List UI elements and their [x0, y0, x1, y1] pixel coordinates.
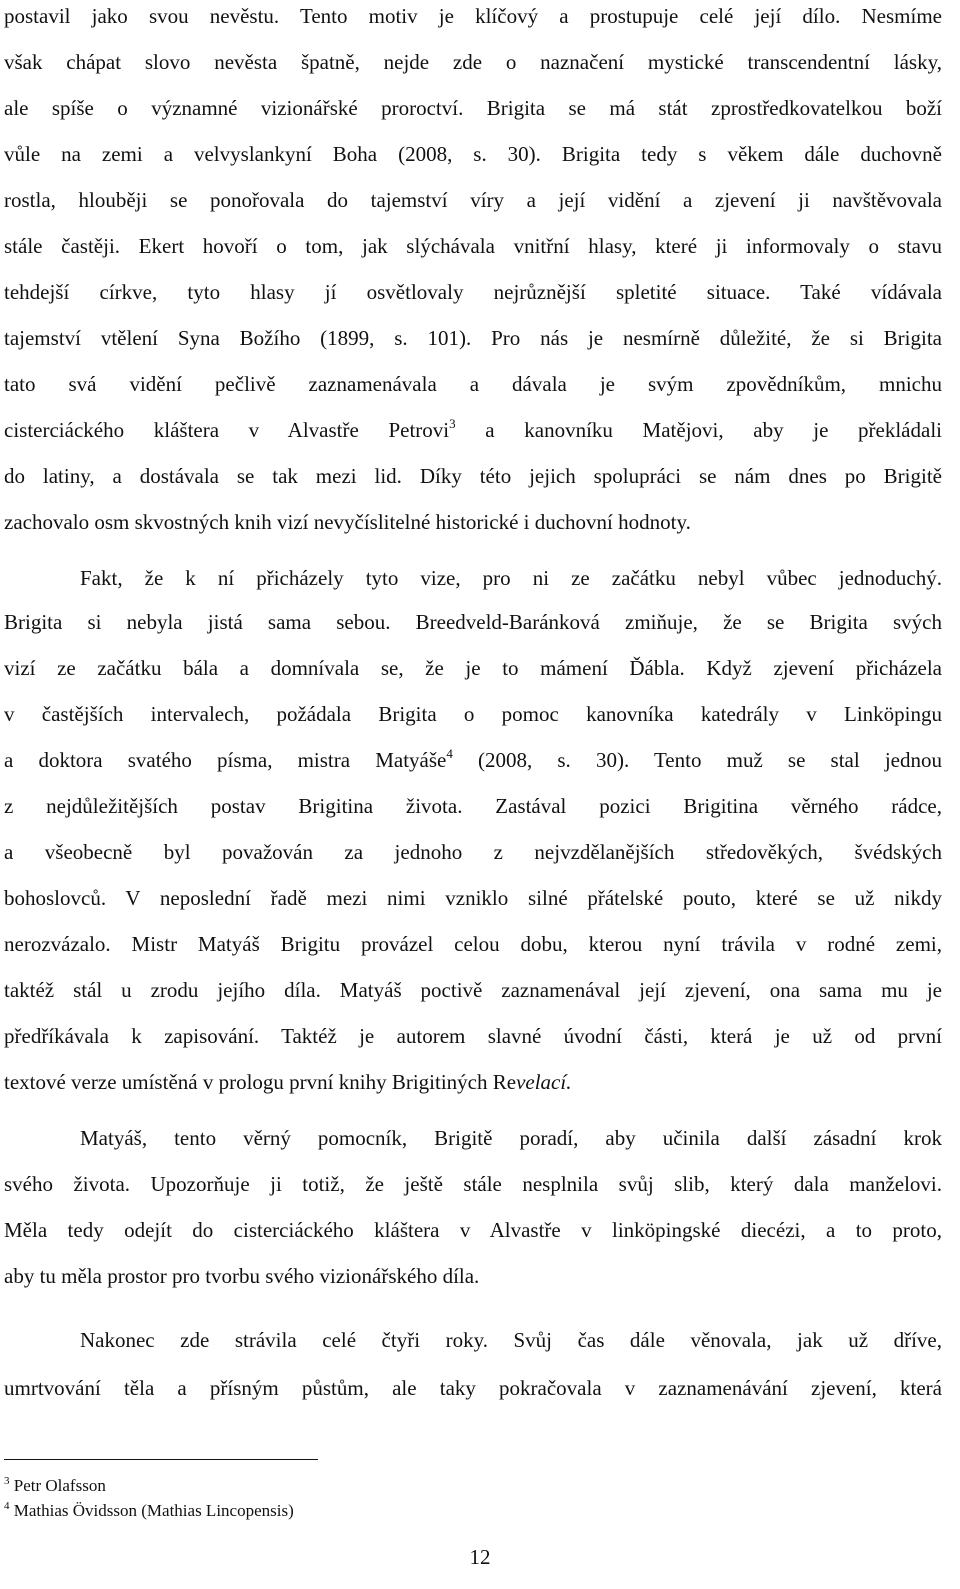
text-line: nerozvázalo. Mistr Matyáš Brigitu provázel celou dobu, kterou nyní trávila v rodné zemi, [4, 932, 942, 956]
text-segment: a kanovníku Matějovi, aby je překládali [485, 418, 942, 442]
text-line [4, 1068, 942, 1096]
page-number: 12 [469, 1545, 491, 1569]
text-line [4, 746, 942, 774]
text-line: svého života. Upozorňuje ji totiž, že ještě stále nesplnila svůj slib, který dala manželovi. [4, 1172, 942, 1196]
italic-text-segment: velací. [516, 1070, 572, 1094]
footnote [4, 1475, 106, 1497]
text-line: tajemství vtělení Syna Božího (1899, s. 101). Pro nás je nesmírně důležité, že si Brigita [4, 326, 942, 350]
footnote-separator [4, 1459, 318, 1460]
text-line: umrtvování těla a přísným půstům, ale taky pokračovala v zaznamenávání zjevení, která [4, 1376, 942, 1400]
text-line: rostla, hlouběji se ponořovala do tajemství víry a její vidění a zjevení ji navštěvovala [4, 188, 942, 212]
text-line: tato svá vidění pečlivě zaznamenávala a dávala je svým zpovědníkům, mnichu [4, 372, 942, 396]
text-line [4, 416, 942, 444]
footnote-text: Mathias Övidsson (Mathias Lincopensis) [13, 1501, 294, 1520]
text-line: taktéž stál u zrodu jejího díla. Matyáš poctivě zaznamenával její zjevení, ona sama mu je [4, 978, 942, 1002]
footnote [4, 1500, 294, 1522]
text-line: však chápat slovo nevěsta špatně, nejde zde o naznačení mystické transcendentní lásky, [4, 50, 942, 74]
text-line: stále častěji. Ekert hovoří o tom, jak slýchávala vnitřní hlasy, které ji informovaly o stavu [4, 234, 942, 258]
text-line: vůle na zemi a velvyslankyní Boha (2008, s. 30). Brigita tedy s věkem dále duchovně [4, 142, 942, 166]
footnote-ref: 4 [446, 746, 453, 761]
text-segment: (2008, s. 30). Tento muž se stal jednou [478, 748, 942, 772]
text-line: z nejdůležitějších postav Brigitina života. Zastával pozici Brigitina věrného rádce, [4, 794, 942, 818]
text-line: Nakonec zde strávila celé čtyři roky. Svůj čas dále věnovala, jak už dříve, [80, 1328, 942, 1352]
text-line: v častějších intervalech, požádala Brigita o pomoc kanovníka katedrály v Linköpingu [4, 702, 942, 726]
text-line: bohoslovců. V neposlední řadě mezi nimi vzniklo silné přátelské pouto, které se už nikdy [4, 886, 942, 910]
text-line: ale spíše o významné vizionářské proroctví. Brigita se má stát zprostředkovatelkou boží [4, 96, 942, 120]
text-line: zachovalo osm skvostných knih vizí nevyčíslitelné historické i duchovní hodnoty. [4, 510, 691, 534]
text-line: Brigita si nebyla jistá sama sebou. Breedveld-Baránková zmiňuje, že se Brigita svých [4, 610, 942, 634]
text-line: postavil jako svou nevěstu. Tento motiv je klíčový a prostupuje celé její dílo. Nesmíme [4, 4, 942, 28]
text-line: Matyáš, tento věrný pomocník, Brigitě poradí, aby učinila další zásadní krok [80, 1126, 942, 1150]
text-line: aby tu měla prostor pro tvorbu svého vizionářského díla. [4, 1264, 480, 1288]
text-line: vizí ze začátku bála a domnívala se, že je to mámení Ďábla. Když zjevení přicházela [4, 656, 942, 680]
text-line: do latiny, a dostávala se tak mezi lid. Díky této jejich spolupráci se nám dnes po Brigitě [4, 464, 942, 488]
footnote-marker: 4 [4, 1500, 10, 1512]
text-line: a všeobecně byl považován za jednoho z nejvzdělanějších středověkých, švédských [4, 840, 942, 864]
footnote-text: Petr Olafsson [13, 1476, 106, 1495]
text-segment: textové verze umístěná v prologu první knihy Brigitiných Re [4, 1070, 517, 1094]
text-line: předříkávala k zapisování. Taktéž je autorem slavné úvodní části, která je už od první [4, 1024, 942, 1048]
text-line: Fakt, že k ní přicházely tyto vize, pro ni ze začátku nebyl vůbec jednoduchý. [80, 566, 942, 590]
text-line: tehdejší církve, tyto hlasy jí osvětlovaly nejrůznější spletité situace. Také vídávala [4, 280, 942, 304]
footnote-ref: 3 [449, 416, 456, 431]
text-segment: cisterciáckého kláštera v Alvastře Petrovi [4, 418, 450, 442]
text-segment: a doktora svatého písma, mistra Matyáše [4, 748, 447, 772]
text-line: Měla tedy odejít do cisterciáckého kláštera v Alvastře v linköpingské diecézi, a to proto, [4, 1218, 942, 1242]
footnote-marker: 3 [4, 1475, 10, 1487]
